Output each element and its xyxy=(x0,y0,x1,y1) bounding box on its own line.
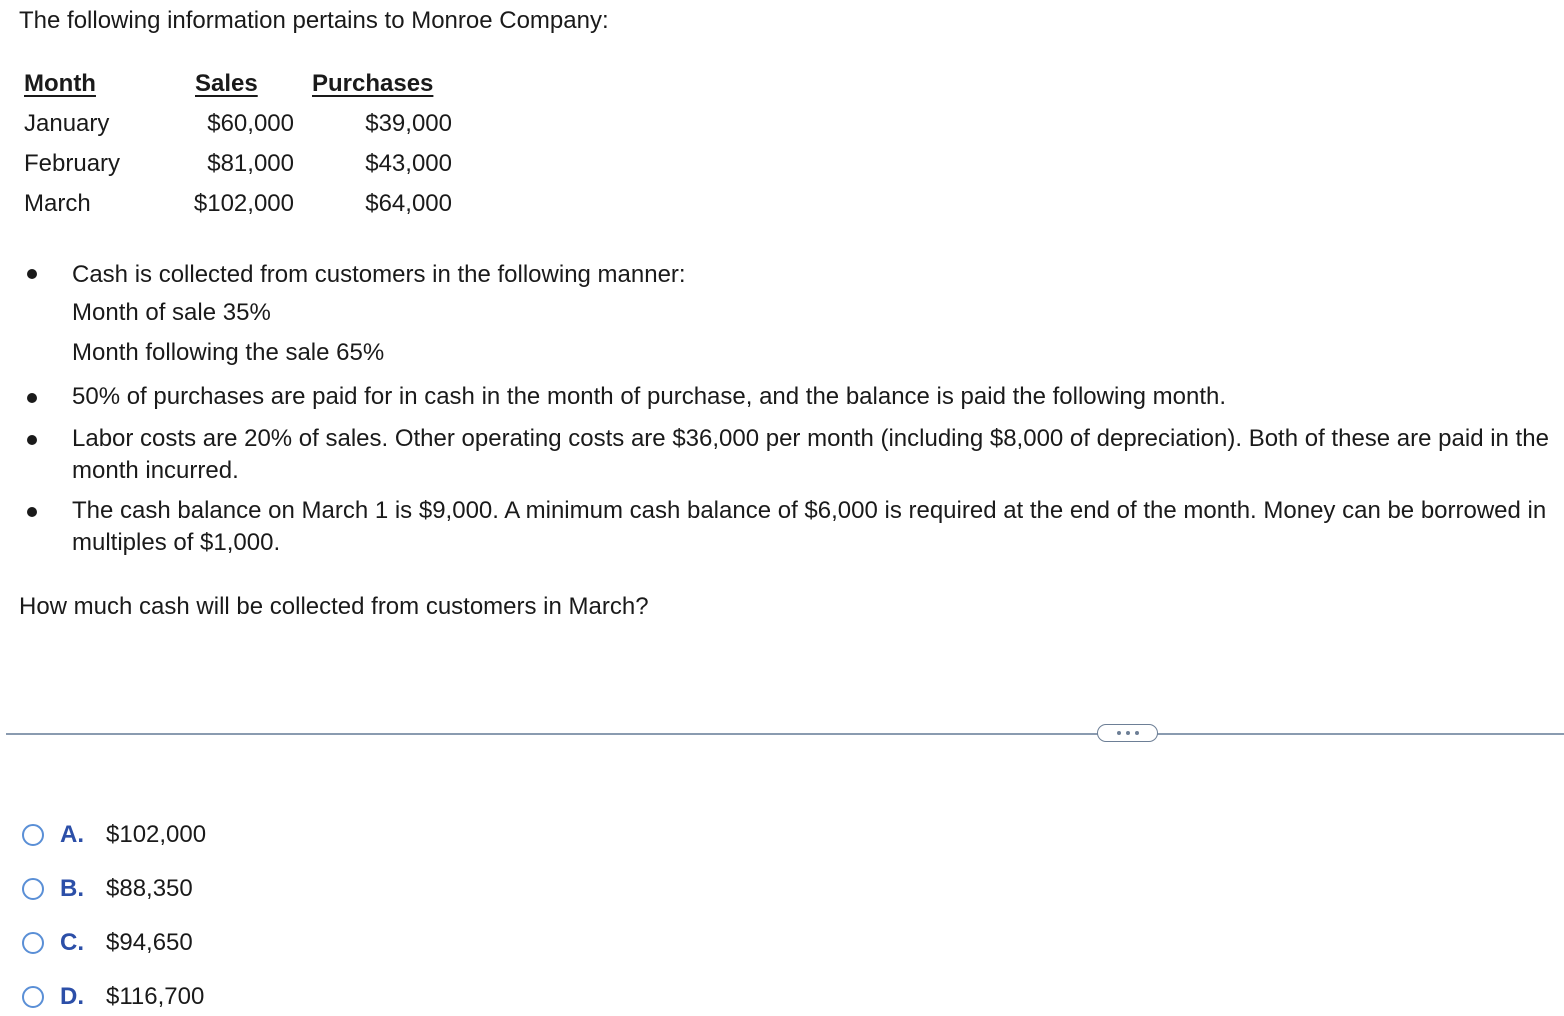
option-value: $116,700 xyxy=(106,983,205,1010)
row-sales: $102,000 xyxy=(193,190,294,217)
collection-line: Cash is collected from customers in the following manner: xyxy=(72,261,686,288)
option-letter: C. xyxy=(60,929,84,956)
row-purchases: $64,000 xyxy=(365,190,452,217)
intro-text: The following information pertains to Monroe Company: xyxy=(19,7,609,34)
cash-text: The cash balance on March 1 is $9,000. A minimum cash balance of $6,000 is required at the end of the month. Money can be borrowed in multiples of $1,000. xyxy=(72,497,1547,556)
row-sales: $81,000 xyxy=(207,150,294,177)
more-options-button[interactable] xyxy=(1097,724,1158,742)
divider xyxy=(6,733,1564,735)
row-purchases: $39,000 xyxy=(365,110,452,137)
question-text: How much cash will be collected from customers in March? xyxy=(19,593,649,620)
option-letter: B. xyxy=(60,875,84,902)
collection-line: Month of sale 35% xyxy=(72,299,271,326)
radio-button-icon[interactable] xyxy=(22,878,44,900)
radio-button-icon[interactable] xyxy=(22,824,44,846)
option-letter: D. xyxy=(60,983,84,1010)
option-value: $88,350 xyxy=(106,875,193,902)
purchases-text: 50% of purchases are paid for in cash in the month of purchase, and the balance is paid the following month. xyxy=(72,383,1227,410)
row-month: February xyxy=(24,150,121,177)
header-sales: Sales xyxy=(195,70,258,97)
header-purchases: Purchases xyxy=(312,70,434,97)
header-month: Month xyxy=(24,70,96,97)
row-purchases: $43,000 xyxy=(365,150,452,177)
bullet-dot-icon xyxy=(27,435,37,445)
answer-option-d[interactable] xyxy=(22,970,206,1016)
option-value: $102,000 xyxy=(106,821,207,848)
ellipsis-icon xyxy=(1117,731,1121,735)
row-month: March xyxy=(24,190,91,217)
option-value: $94,650 xyxy=(106,929,193,956)
labor-text: Labor costs are 20% of sales. Other operating costs are $36,000 per month (including $8,000 of depreciation). Both of these are paid in the month incurred. xyxy=(72,425,1549,484)
radio-button-icon[interactable] xyxy=(22,986,44,1008)
row-month: January xyxy=(24,110,110,137)
answer-option-c[interactable] xyxy=(22,916,206,970)
bullet-dot-icon xyxy=(27,393,37,403)
option-letter: A. xyxy=(60,821,84,848)
bullet-dot-icon xyxy=(27,269,37,279)
radio-button-icon[interactable] xyxy=(22,932,44,954)
collection-line: Month following the sale 65% xyxy=(72,339,385,366)
bullet-dot-icon xyxy=(27,507,37,517)
answer-option-a[interactable] xyxy=(22,808,206,862)
answer-options xyxy=(22,808,206,1016)
ellipsis-icon xyxy=(1126,731,1130,735)
ellipsis-icon xyxy=(1135,731,1139,735)
answer-option-b[interactable] xyxy=(22,862,206,916)
row-sales: $60,000 xyxy=(207,110,294,137)
